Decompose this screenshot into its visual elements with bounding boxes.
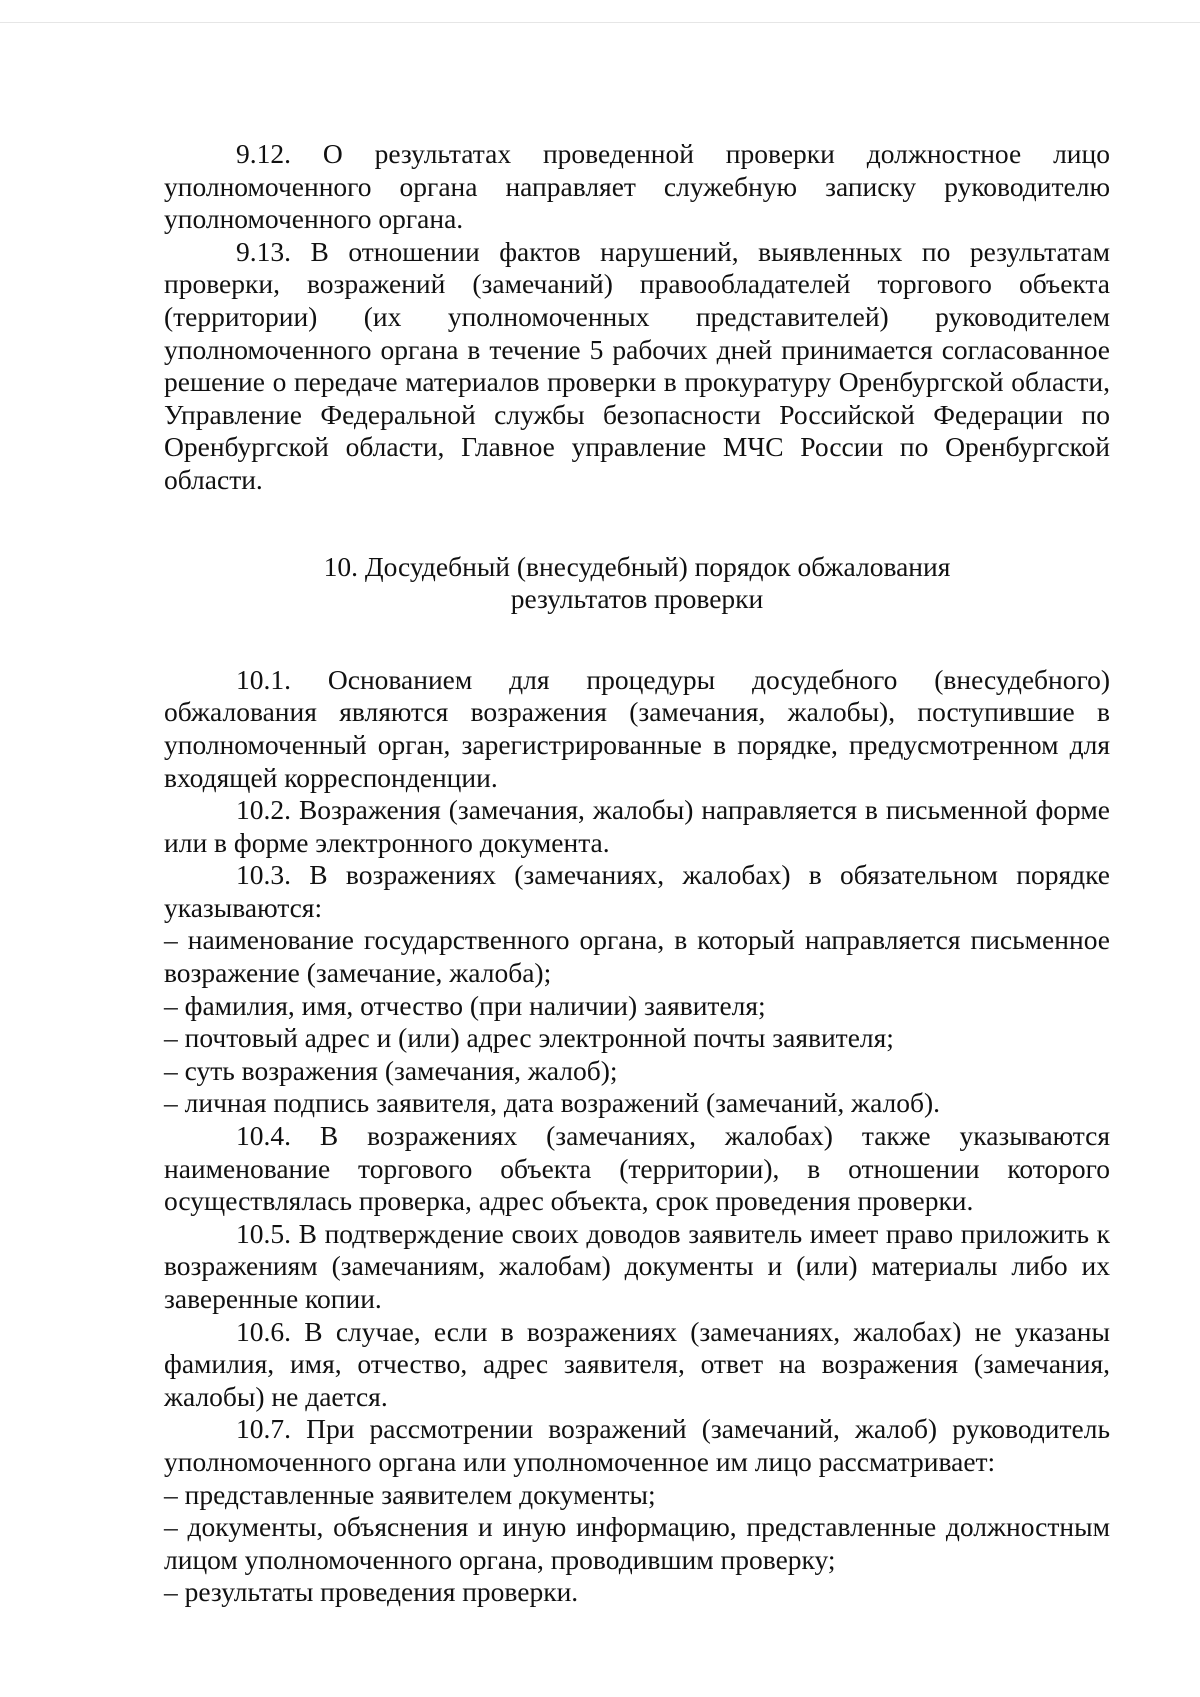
list-item-10-3-name-of-organ: – наименование государственного органа, в который направляется письменное возражение (замечание, жалоба); (164, 924, 1110, 989)
paragraph-10-3: 10.3. В возражениях (замечаниях, жалобах) в обязательном порядке указываются: (164, 859, 1110, 923)
list-item-10-3-full-name: – фамилия, имя, отчество (при наличии) заявителя; (164, 989, 766, 1021)
paragraph-9-12: 9.12. О результатах проведенной проверки должностное лицо уполномоченного органа направляет служебную записку руководителю уполномоченного органа. (164, 138, 1110, 235)
paragraph-10-1: 10.1. Основанием для процедуры досудебного (внесудебного) обжалования являются возражения (замечания, жалобы), поступившие в уполномоченный орган, зарегистрированные в порядке, предусмотренном для входящей корреспонденции. (164, 663, 1110, 793)
paragraph-10-7: 10.7. При рассмотрении возражений (замечаний, жалоб) руководитель уполномоченного органа или уполномоченное им лицо рассматривает: (164, 1413, 1110, 1477)
section-10-heading-line-1: 10. Досудебный (внесудебный) порядок обжалования (323, 550, 951, 582)
paragraph-10-4: 10.4. В возражениях (замечаниях, жалобах) также указываются наименование торгового объекта (территории), в отношении которого осуществлялась проверка, адрес объекта, срок проведения проверки. (164, 1120, 1110, 1217)
section-10-heading-line-2: результатов проверки (510, 583, 764, 615)
list-item-10-3-essence: – суть возражения (замечания, жалоб); (164, 1054, 618, 1086)
list-item-10-7-applicant-documents: – представленные заявителем документы; (164, 1478, 656, 1510)
list-item-10-3-address: – почтовый адрес и (или) адрес электронной почты заявителя; (164, 1022, 894, 1054)
paragraph-10-6: 10.6. В случае, если в возражениях (замечаниях, жалобах) не указаны фамилия, имя, отчество, адрес заявителя, ответ на возражения (замечания, жалобы) не дается. (164, 1315, 1110, 1412)
paragraph-10-2: 10.2. Возражения (замечания, жалобы) направляется в письменной форме или в форме электронного документа. (164, 794, 1110, 858)
section-10-heading (164, 551, 1110, 616)
paragraph-9-13: 9.13. В отношении фактов нарушений, выявленных по результатам проверки, возражений (замечаний) правообладателей торгового объекта (территории) (их уполномоченных представителей) руководителем уполномоченного органа в течение 5 рабочих дней принимается согласованное решение о передаче материалов проверки в прокуратуру Оренбургской области, Управление Федеральной службы безопасности Российской Федерации по Оренбургской области, Главное управление МЧС России по Оренбургской области. (164, 235, 1110, 495)
list-item-10-3-signature: – личная подпись заявителя, дата возражений (замечаний, жалоб). (164, 1087, 941, 1119)
paragraph-10-5: 10.5. В подтверждение своих доводов заявитель имеет право приложить к возражениям (замечаниям, жалобам) документы и (или) материалы либо их заверенные копии. (164, 1217, 1110, 1314)
list-item-10-7-inspection-results: – результаты проведения проверки. (164, 1576, 579, 1608)
scan-edge-line (0, 22, 1200, 23)
document-body (164, 138, 1110, 1609)
list-item-10-7-official-documents: – документы, объяснения и иную информацию, представленные должностным лицом уполномоченного органа, проводившим проверку; (164, 1511, 1110, 1575)
